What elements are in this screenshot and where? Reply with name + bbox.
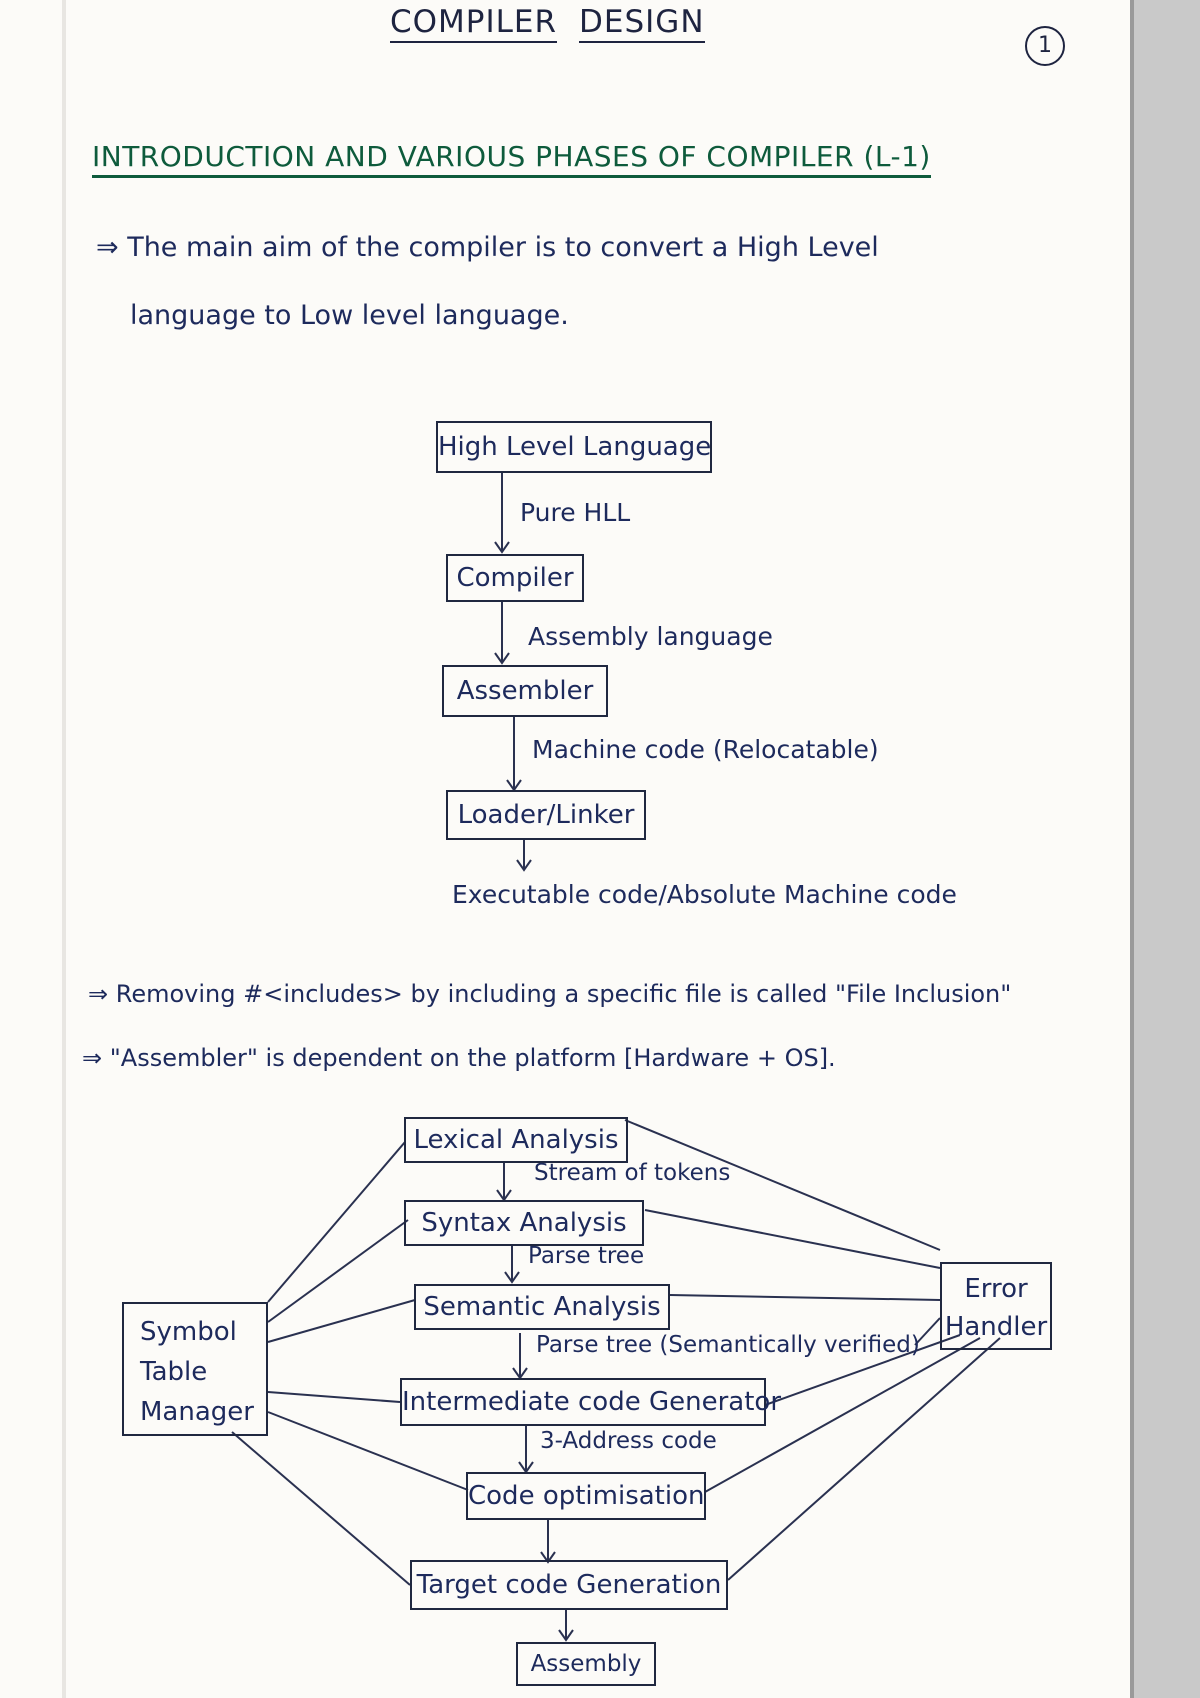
error-handler — [940, 1262, 1052, 1350]
intro-line-1: ⇒ The main aim of the compiler is to convert a High Level — [96, 232, 879, 263]
box-high-level-language: High Level Language — [436, 421, 712, 473]
phase-intermediate-code-generator: Intermediate code Generator — [400, 1378, 766, 1426]
page-number: 1 — [1025, 26, 1065, 66]
box-compiler: Compiler — [446, 554, 584, 602]
phase-lexical-analysis: Lexical Analysis — [404, 1117, 628, 1163]
edge-label-stream-of-tokens: Stream of tokens — [534, 1160, 731, 1186]
symbol-table-line-3: Manager — [140, 1397, 254, 1427]
phase-code-optimisation: Code optimisation — [466, 1472, 706, 1520]
section-heading: INTRODUCTION AND VARIOUS PHASES OF COMPILER (L-1) — [92, 140, 931, 173]
phase-assembly: Assembly — [516, 1642, 656, 1686]
phase-semantic-analysis: Semantic Analysis — [414, 1284, 670, 1330]
edge-label-machine-code: Machine code (Relocatable) — [532, 735, 879, 764]
intro-line-2: language to Low level language. — [130, 300, 569, 331]
edge-label-pure-hll: Pure HLL — [520, 498, 631, 527]
edge-label-3-address-code: 3-Address code — [540, 1428, 717, 1454]
box-assembler: Assembler — [442, 665, 608, 717]
note-file-inclusion: ⇒ Removing #<includes> by including a specific file is called "File Inclusion" — [88, 980, 1012, 1008]
box-loader-linker: Loader/Linker — [446, 790, 646, 840]
edge-label-parse-tree: Parse tree — [528, 1243, 645, 1269]
flow1-output: Executable code/Absolute Machine code — [452, 880, 957, 909]
symbol-table-line-2: Table — [140, 1357, 208, 1387]
title-word-design: DESIGN — [579, 4, 705, 43]
symbol-table-manager — [122, 1302, 268, 1436]
phase-syntax-analysis: Syntax Analysis — [404, 1200, 644, 1246]
note-assembler: ⇒ "Assembler" is dependent on the platform [Hardware + OS]. — [82, 1044, 836, 1072]
title-word-compiler: COMPILER — [390, 4, 557, 43]
phase-target-code-generation: Target code Generation — [410, 1560, 728, 1610]
edge-label-assembly-language: Assembly language — [528, 622, 773, 651]
symbol-table-line-1: Symbol — [140, 1317, 237, 1347]
error-handler-line-2: Handler — [944, 1312, 1048, 1342]
edge-label-parse-tree-verified: Parse tree (Semantically verified) — [536, 1332, 920, 1358]
error-handler-line-1: Error — [964, 1274, 1028, 1304]
